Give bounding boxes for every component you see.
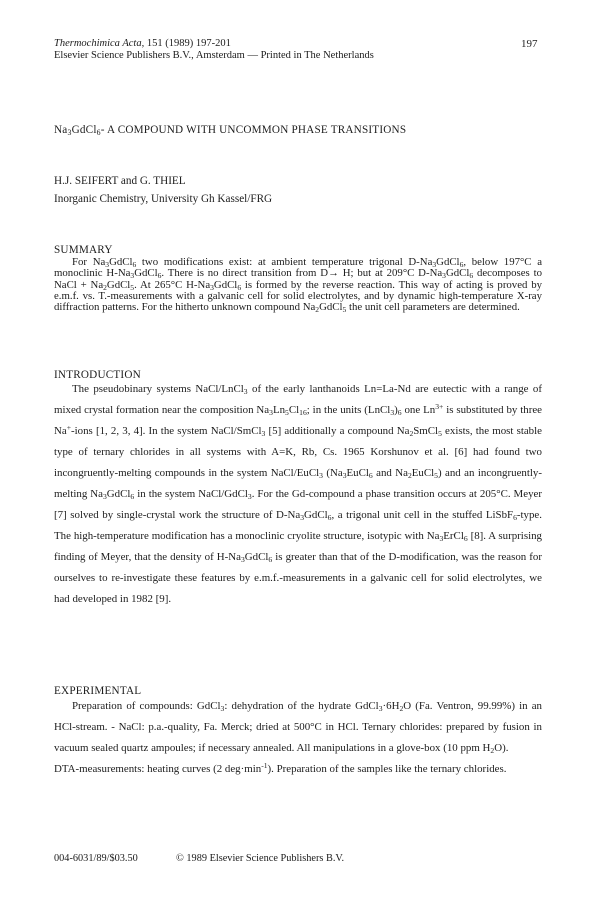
- article-code: 004-6031/89/$03.50: [54, 853, 138, 864]
- journal-citation: [54, 38, 231, 50]
- introduction-paragraph: The pseudobinary systems NaCl/LnCl$_3$ of the early lanthanoids Ln=La-Nd are eutectic with a range of mixed crystal formation near the composition $Na_3Ln_5Cl_{16}$; in the units $(LnCl_3)_6$ one $Ln^{3+}$ is substituted by three Na+-ions [1, 2, 3, 4]. In the system NaCl/SmCl$_3$ [5] additionally a compound $Na_2SmCl_5$ exists, the most stable type of ternary chlorides in all systems with A=K, Rb, Cs. 1965 Korshunov et al. [6] had found two incongruently-melting compounds in the system NaCl/EuCl$_3$ ($Na_3EuCl_6$ and $Na_2EuCl_5$) and an incongruently-melting $Na_3GdCl_6$ in the system NaCl/GdCl$_3$. For the Gd-compound a phase transition occurs at 205°C. Meyer [7] solved by single-crystal work the structure of $D-Na_3GdCl_6$, a trigonal unit cell in the stuffed LiSbF$_6$-type. The high-temperature modification has a monoclinic cryolite structure, isotypic with $Na_3ErCl_6$ [8]. A surprising finding of Meyer, that the density of $H-Na_3GdCl_6$ is greater than that of the D-modification, was the reason for ourselves to re-investigate these features by e.m.f.-measurements in a galvanic cell for solid electrolytes, we had developed in 1982 [9].: [54, 383, 542, 605]
- copyright-line: © 1989 Elsevier Science Publishers B.V.: [176, 853, 345, 864]
- authors: H.J. SEIFERT and G. THIEL: [54, 175, 186, 187]
- experimental-paragraph-preparation: Preparation of compounds: GdCl$_3$: dehydration of the hydrate $GdCl_3\cdot 6H_2O$ (Fa. Ventron, 99.99%) in an HCl-stream. - NaCl: p.a.-quality, Fa. Merck; dried at 500°C in HCl. Ternary chlorides: prepared by fusion in vacuum sealed quartz ampoules; if necessary annealed. All manipulations in a glove-box (10 ppm $H_2O$).: [54, 700, 543, 755]
- summary-heading: SUMMARY: [54, 244, 113, 256]
- page-number: 197: [521, 38, 538, 50]
- summary-paragraph: For $Na_3GdCl_6$ two modifications exist: at ambient temperature trigonal $D-Na_3GdCl_6$, below 197°C a monoclinic $H-Na_3GdCl_6$. There is no direct transition from D→ H; but at 209°C $D-Na_3GdCl_6$ decomposes to NaCl + $Na_2GdCl_5$. At 265°C $H-Na_3GdCl_6$ is formed by the reverse reaction. This way of acting is proved by e.m.f. vs. T.-measurements with a galvanic cell for solid electrolytes, and by dynamic high-temperature X-ray diffraction patterns. For the hitherto unknown compound $Na_2GdCl_5$ the unit cell parameters are determined.: [54, 256, 543, 315]
- volume-pages: 151 (1989) 197-201: [144, 38, 231, 49]
- summary-text: [54, 257, 542, 313]
- experimental-heading: EXPERIMENTAL: [54, 685, 142, 697]
- publisher-line: Elsevier Science Publishers B.V., Amsterdam — Printed in The Netherlands: [54, 50, 374, 61]
- experimental-text: [54, 696, 542, 780]
- article-title: $Na_3GdCl_6-$ A COMPOUND WITH UNCOMMON PHASE TRANSITIONS: [54, 124, 407, 137]
- experimental-paragraph-dta: DTA-measurements: heating curves (2 $deg\cdot\min^{-1}$). Preparation of the samples like the ternary chlorides.: [54, 761, 507, 775]
- journal-name: Thermochimica Acta,: [54, 38, 145, 49]
- introduction-heading: INTRODUCTION: [54, 369, 141, 381]
- introduction-text: [54, 379, 542, 610]
- affiliation: Inorganic Chemistry, University Gh Kassel/FRG: [54, 193, 273, 205]
